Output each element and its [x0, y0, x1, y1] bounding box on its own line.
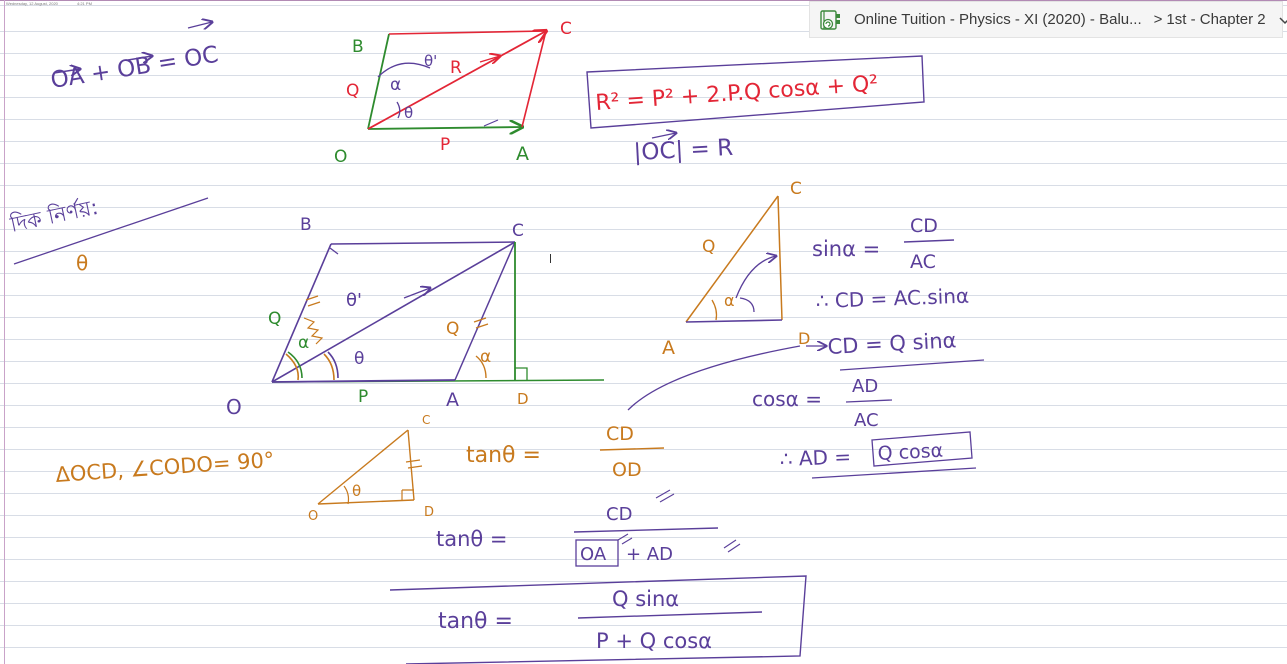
magnitude-text: |OC| = R [632, 134, 734, 166]
sin-numerator: CD [910, 215, 938, 237]
tan-final-lhs: tanθ = [438, 609, 513, 634]
cd-step-1: ∴ CD = AC.sinα [815, 283, 970, 313]
tan-derivation [436, 423, 740, 566]
breadcrumb-notebook[interactable]: Online Tuition - Physics - XI (2020) - Balu... [854, 11, 1142, 28]
onenote-notebook-icon[interactable] [820, 10, 842, 30]
label-p-large: P [358, 387, 369, 407]
label-b-small: B [352, 37, 364, 57]
label-c-tri2: C [422, 413, 431, 427]
ad-result: Q cosα [877, 439, 944, 465]
text-cursor [550, 254, 551, 263]
label-theta-prime-large: θ' [346, 290, 362, 311]
label-q2-large: Q [446, 319, 460, 339]
label-q-tri: Q [702, 237, 716, 257]
page-date: Wednesday, 12 August, 2020 [6, 1, 58, 6]
resultant-formula-box [587, 56, 924, 128]
label-theta-tri2: θ [352, 482, 362, 500]
direction-theta: θ [76, 251, 89, 275]
cos-numerator: AD [852, 376, 879, 397]
tan-final-denominator: P + Q cosα [596, 629, 712, 653]
label-a-tri: A [662, 337, 675, 359]
triangle-acd-diagram [662, 179, 810, 359]
label-q-small: Q [346, 81, 360, 101]
label-o-small: O [334, 147, 348, 167]
sin-cos-derivation [628, 215, 984, 478]
small-parallelogram-diagram [334, 19, 572, 167]
label-alpha-tri: α [724, 291, 735, 310]
resultant-formula-text: R² = P² + 2.P.Q cosα + Q² [594, 71, 879, 116]
final-tan-result-box [390, 576, 806, 664]
sin-denominator: AC [910, 251, 936, 273]
label-alpha-large: α [298, 333, 310, 353]
tan-denominator-2b: + AD [626, 544, 673, 565]
breadcrumb-separator: > [1153, 11, 1163, 28]
label-o-tri2: O [308, 509, 319, 524]
triangle-ocd-caption: ΔOCD, ∠CODO= 90° [54, 447, 276, 487]
page-time: 4:21 PM [77, 1, 92, 6]
tan-denominator-1: OD [612, 459, 642, 481]
tan-numerator-2: CD [606, 504, 633, 525]
vector-sum-equation [49, 22, 220, 94]
vector-sum-text: OA + OB = OC [48, 41, 221, 94]
cos-denominator: AC [854, 410, 879, 431]
label-d-tri2: D [424, 505, 435, 520]
label-p-small: P [440, 135, 451, 155]
label-alpha-small: α [390, 75, 402, 95]
cd-step-2: CD = Q sinα [827, 328, 958, 359]
tan-theta-lhs-1: tanθ = [466, 443, 541, 468]
label-r-small: R [450, 58, 462, 78]
label-theta-small: θ [404, 104, 414, 122]
triangle-ocd-diagram [308, 413, 434, 524]
label-c-large: C [512, 221, 524, 241]
sin-alpha-lhs: sinα = [812, 237, 881, 261]
label-theta-large: θ [354, 349, 365, 369]
tan-numerator-1: CD [606, 423, 634, 445]
label-c-small: C [560, 19, 572, 39]
large-parallelogram-diagram [226, 215, 604, 419]
tan-final-numerator: Q sinα [612, 587, 680, 611]
tan-theta-lhs-2: tanθ = [436, 527, 508, 551]
direction-heading: দিক নির্ণয়: [8, 194, 101, 237]
breadcrumb-section[interactable]: 1st - Chapter 2 [1166, 11, 1266, 28]
chevron-down-icon[interactable] [1278, 13, 1287, 27]
tan-denominator-2a: OA [580, 544, 607, 565]
label-o-large: O [226, 395, 242, 419]
cos-alpha-lhs: cosα = [752, 387, 822, 411]
label-a-large: A [446, 389, 459, 411]
label-b-large: B [300, 215, 312, 235]
label-q-large: Q [268, 309, 282, 329]
ad-result-prefix: ∴ AD = [779, 444, 852, 471]
label-alpha2-large: α [480, 347, 492, 367]
label-d-large: D [517, 390, 529, 408]
label-c-tri: C [790, 179, 802, 199]
label-d-tri: D [798, 329, 811, 348]
label-a-small: A [516, 143, 529, 165]
breadcrumb [809, 1, 1283, 38]
label-theta-prime-small: θ' [424, 52, 438, 70]
